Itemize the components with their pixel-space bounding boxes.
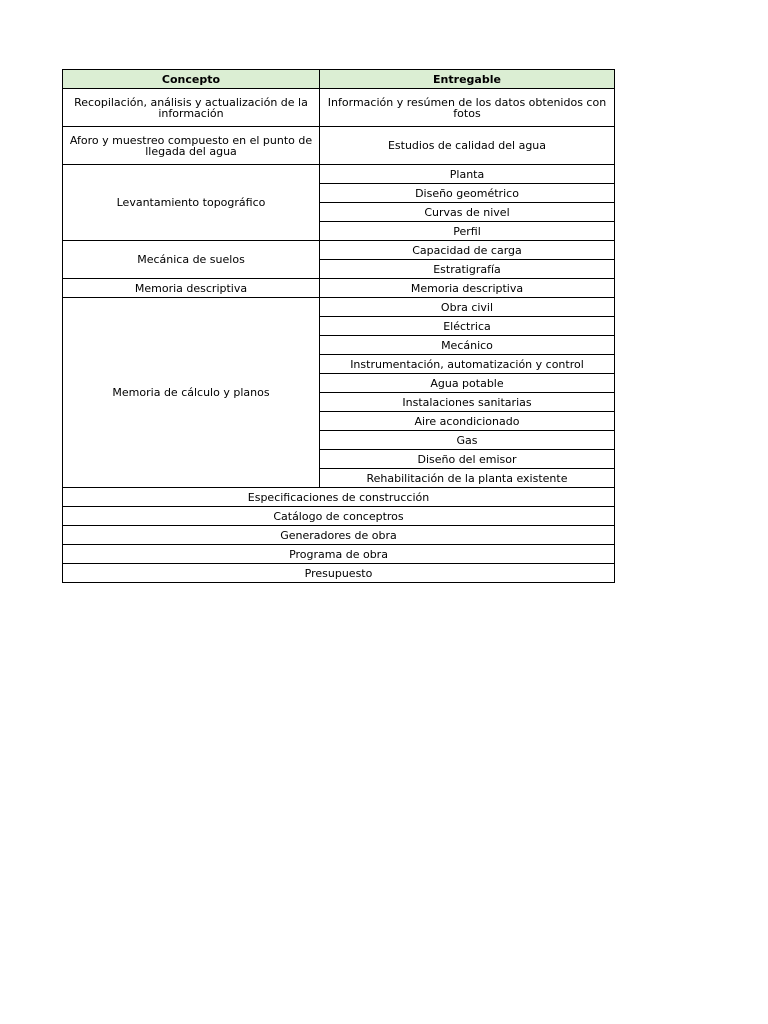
entregable-cell: Obra civil bbox=[320, 298, 615, 317]
entregable-cell: Agua potable bbox=[320, 374, 615, 393]
entregable-cell: Capacidad de carga bbox=[320, 241, 615, 260]
entregable-cell: Planta bbox=[320, 165, 615, 184]
concepto-cell: Memoria de cálculo y planos bbox=[63, 298, 320, 488]
full-row-cell: Programa de obra bbox=[63, 545, 615, 564]
deliverables-table bbox=[62, 69, 615, 583]
entregable-cell: Curvas de nivel bbox=[320, 203, 615, 222]
header-concepto: Concepto bbox=[63, 70, 320, 89]
entregable-cell: Memoria descriptiva bbox=[320, 279, 615, 298]
entregable-cell: Estratigrafía bbox=[320, 260, 615, 279]
table-row bbox=[63, 89, 615, 127]
entregable-cell: Eléctrica bbox=[320, 317, 615, 336]
entregable-cell: Perfil bbox=[320, 222, 615, 241]
table-row bbox=[63, 241, 615, 260]
concepto-cell: Recopilación, análisis y actualización de la información bbox=[63, 89, 320, 127]
entregable-cell: Estudios de calidad del agua bbox=[320, 127, 615, 165]
table-row bbox=[63, 545, 615, 564]
table-row bbox=[63, 127, 615, 165]
entregable-cell: Diseño geométrico bbox=[320, 184, 615, 203]
entregable-cell: Diseño del emisor bbox=[320, 450, 615, 469]
full-row-cell: Especificaciones de construcción bbox=[63, 488, 615, 507]
entregable-cell: Instalaciones sanitarias bbox=[320, 393, 615, 412]
table-row bbox=[63, 165, 615, 184]
concepto-cell: Levantamiento topográfico bbox=[63, 165, 320, 241]
table-row bbox=[63, 526, 615, 545]
concepto-cell: Memoria descriptiva bbox=[63, 279, 320, 298]
table-row bbox=[63, 564, 615, 583]
entregable-cell: Rehabilitación de la planta existente bbox=[320, 469, 615, 488]
entregable-cell: Información y resúmen de los datos obtenidos con fotos bbox=[320, 89, 615, 127]
table-row bbox=[63, 488, 615, 507]
entregable-cell: Mecánico bbox=[320, 336, 615, 355]
header-entregable: Entregable bbox=[320, 70, 615, 89]
entregable-cell: Instrumentación, automatización y control bbox=[320, 355, 615, 374]
concepto-cell: Aforo y muestreo compuesto en el punto de llegada del agua bbox=[63, 127, 320, 165]
full-row-cell: Presupuesto bbox=[63, 564, 615, 583]
table-row bbox=[63, 279, 615, 298]
full-row-cell: Generadores de obra bbox=[63, 526, 615, 545]
entregable-cell: Aire acondicionado bbox=[320, 412, 615, 431]
entregable-cell: Gas bbox=[320, 431, 615, 450]
full-row-cell: Catálogo de conceptros bbox=[63, 507, 615, 526]
concepto-cell: Mecánica de suelos bbox=[63, 241, 320, 279]
table-row bbox=[63, 507, 615, 526]
table-row bbox=[63, 298, 615, 317]
header-row bbox=[63, 70, 615, 89]
